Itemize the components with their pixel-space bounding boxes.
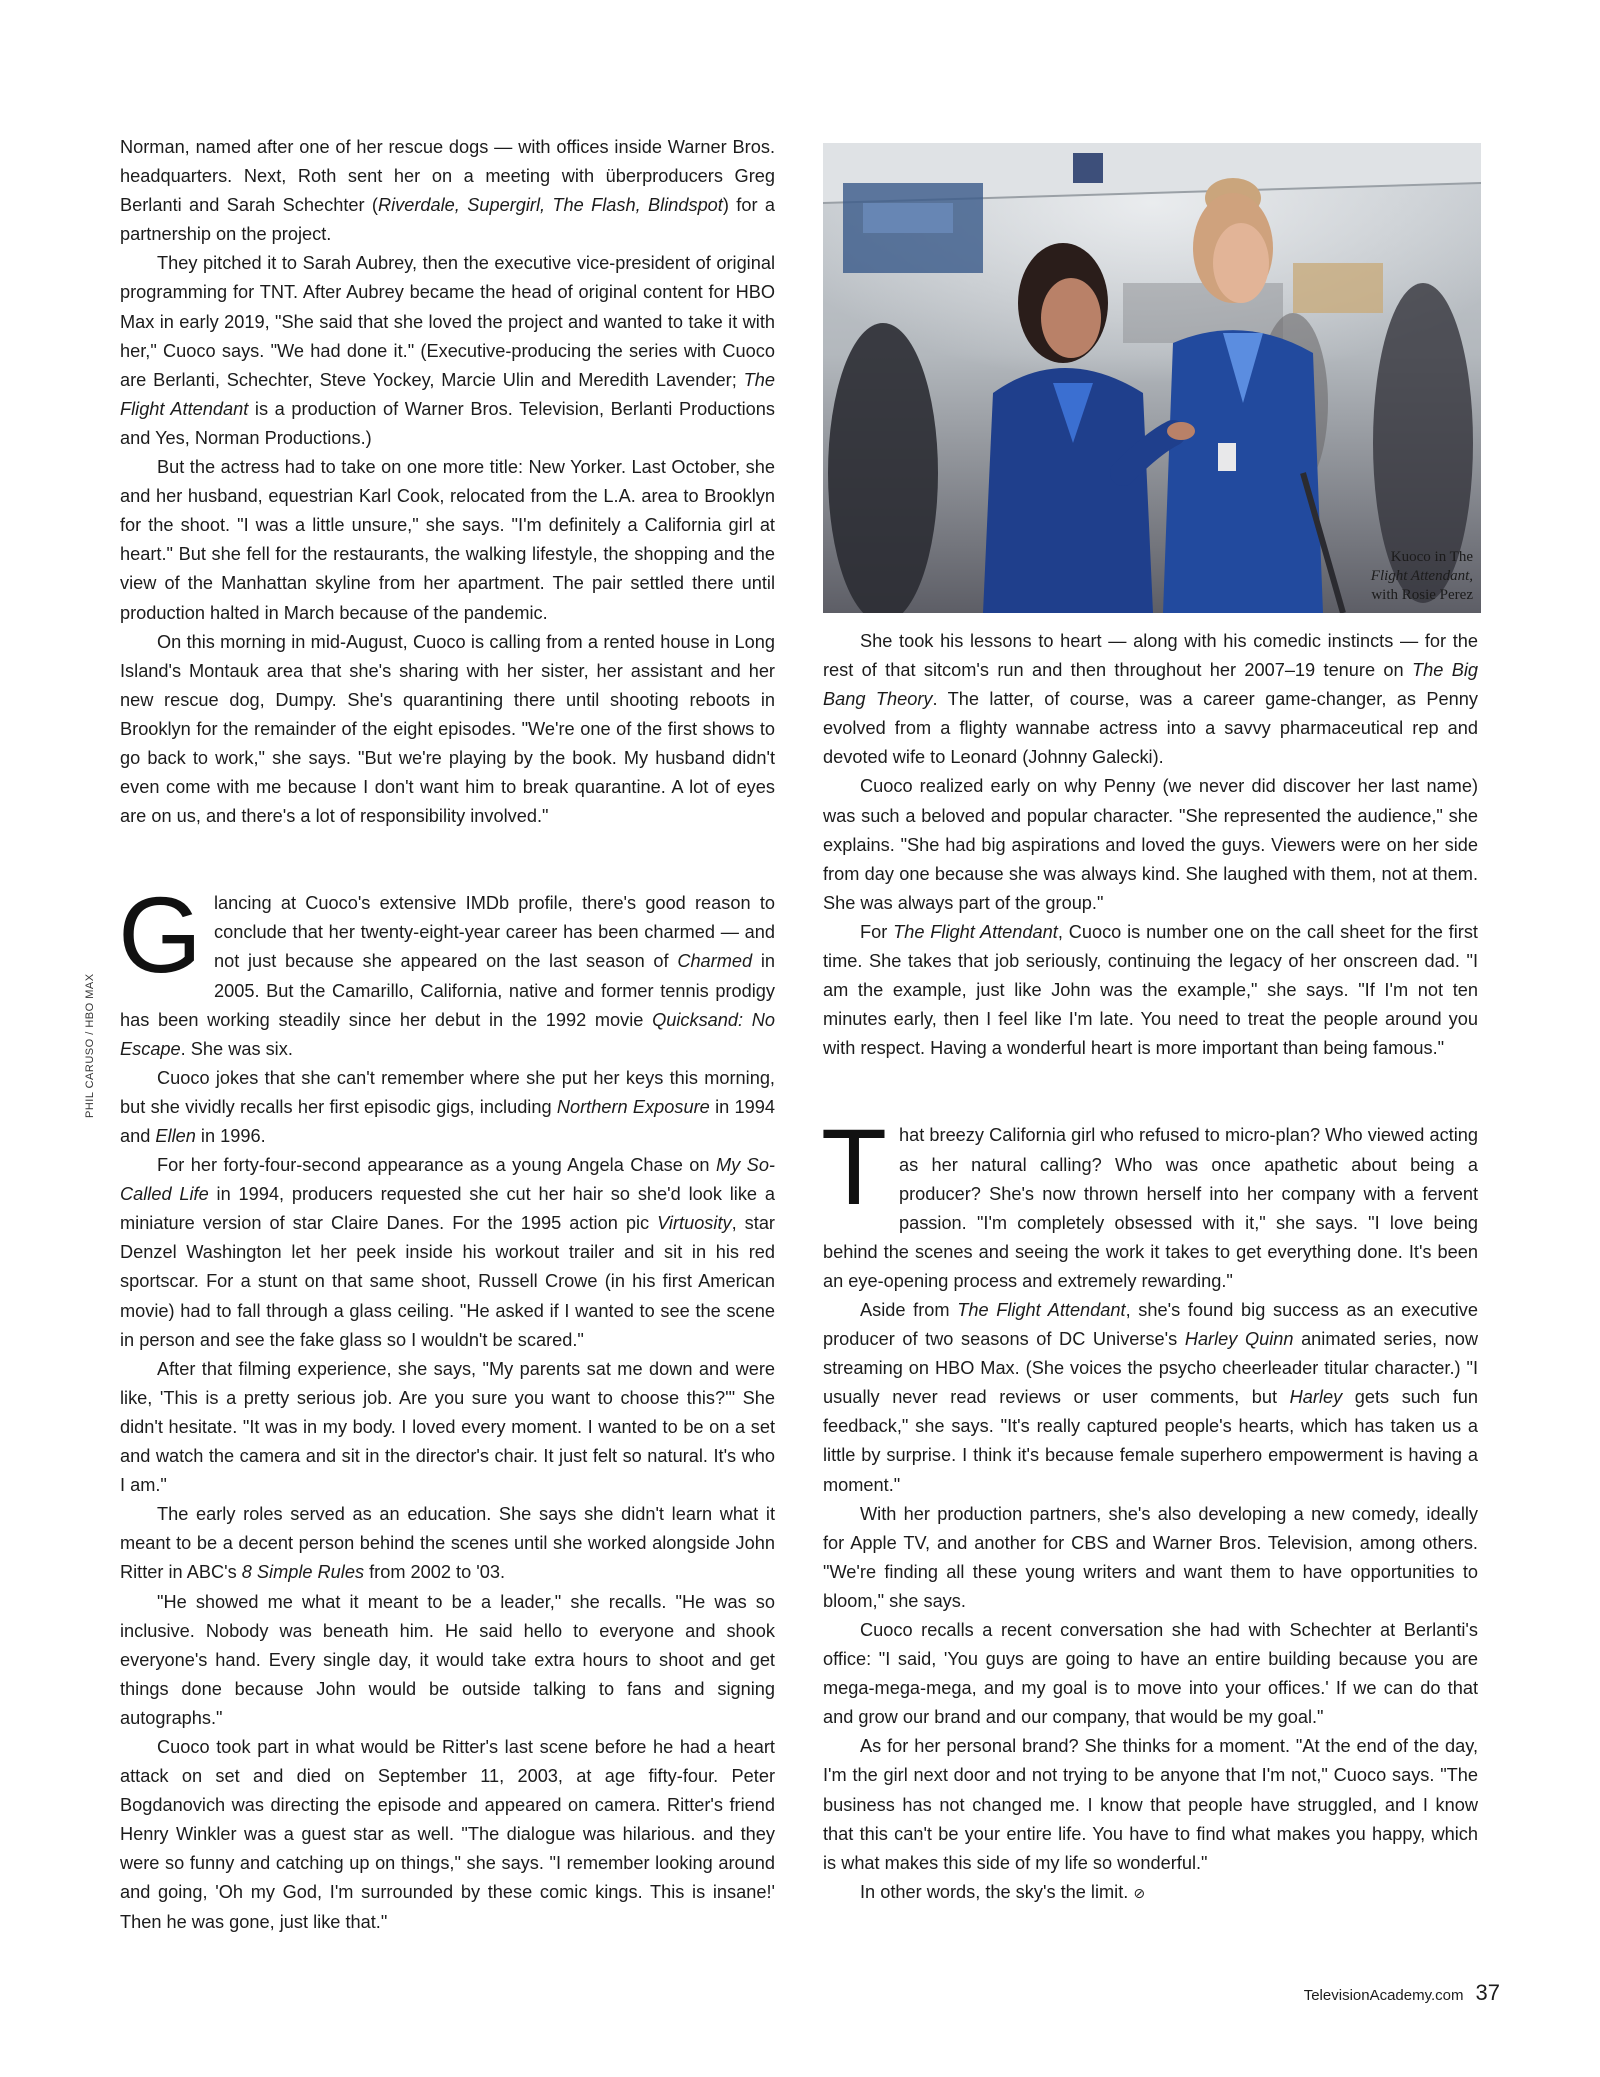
section-opening-paragraph: Glancing at Cuoco's extensive IMDb profile, there's good reason to conclude that her twenty-eight-year career has been charmed — and not just because she appeared on the last season of Charmed in 2005. But the Camarillo, California, native and former tennis prodigy has been working steadily since her debut in the 1992 movie Quicksand: No Escape. She was six.: [118, 874, 775, 1059]
paragraph: With her production partners, she's also developing a new comedy, ideally for Apple TV, and another for CBS and Warner Bros. Television, among others. "We're finding all these young writers and want them to have opportunities to bloom," she says.: [823, 1503, 1478, 1611]
paragraph: On this morning in mid-August, Cuoco is calling from a rented house in Long Island's Montauk area that she's sharing with her sister, her assistant and her new rescue dog, Dumpy. She's quarantining there until shooting reboots in Brooklyn for the remainder of the eight episodes. "We're one of the first shows to go back to work," she says. "But we're playing by the book. My husband didn't even come with me because I don't want him to break quarantine. A lot of eyes are on us, and there's a lot of responsibility involved.": [120, 631, 775, 827]
photo-credit: PHIL CARUSO / HBO MAX: [84, 973, 96, 1118]
article-photo: [823, 143, 1481, 613]
left-column: [120, 133, 775, 1937]
paragraph: They pitched it to Sarah Aubrey, then the executive vice-president of original programming for TNT. After Aubrey became the head of original content for HBO Max in early 2019, "She said that she loved the project and wanted to take it with her," Cuoco says. "We had done it." (Executive-producing the series with Cuoco are Berlanti, Schechter, Steve Yockey, Marcie Ulin and Meredith Lavender; The Flight Attendant is a production of Warner Bros. Television, Berlanti Productions and Yes, Norman Productions.): [120, 253, 775, 448]
photo-caption: [1371, 548, 1473, 605]
paragraph: In other words, the sky's the limit. ⊘: [860, 1881, 1146, 1902]
end-mark-icon: ⊘: [1133, 1884, 1146, 1901]
paragraph: Aside from The Flight Attendant, she's found big success as an executive producer of two seasons of DC Universe's Harley Quinn animated series, now streaming on HBO Max. (She voices the psycho cheerleader titular character.) "I usually never read reviews or user comments, but Harley gets such fun feedback," she says. "It's really captured people's hearts, which has taken us a little by surprise. I think it's because female superhero empowerment is having a moment.": [823, 1299, 1478, 1495]
footer-site: TelevisionAcademy.com: [1303, 1987, 1464, 2004]
paragraph: She took his lessons to heart — along with his comedic instincts — for the rest of that sitcom's run and then throughout her 2007–19 tenure on The Big Bang Theory. The latter, of course, was a career game-changer, as Penny evolved from a flighty wannabe actress into a savvy pharmaceutical rep and devoted wife to Leonard (Johnny Galecki).: [823, 631, 1478, 768]
right-column: [823, 627, 1478, 1908]
paragraph: After that filming experience, she says, "My parents sat me down and were like, 'This is a pretty serious job. Are you sure you want to choose this?'" She didn't hesitate. "It was in my body. I loved every moment. I wanted to be on a set and watch the camera and sit in the director's chair. It just felt so natural. It's who I am.": [120, 1358, 775, 1496]
drop-cap: G: [118, 874, 203, 996]
caption-line-2: Flight Attendant,: [1370, 568, 1473, 584]
caption-line-3: with Rosie Perez: [1371, 587, 1473, 603]
paragraph: For her forty-four-second appearance as a young Angela Chase on My So-Called Life in 1994, producers requested she cut her hair so she'd look like a miniature version of star Claire Danes. For the 1995 action pic Virtuosity, star Denzel Washington let her peek inside his workout trailer and sit in his red sportscar. For a stunt on that same shoot, Russell Crowe (in his first American movie) had to fall through a glass ceiling. "He asked if I wanted to see the scene in person and see the fake glass so I wouldn't be scared.": [120, 1155, 775, 1350]
caption-line-1: Kuoco in The: [1390, 549, 1473, 565]
paragraph: Cuoco took part in what would be Ritter's last scene before he had a heart attack on set and died on September 11, 2003, at age fifty-four. Peter Bogdanovich was directing the episode and appeared on camera. Ritter's friend Henry Winkler was a guest star as well. "The dialogue was hilarious. and they were so funny and catching up on things," she says. "I remember looking around and going, 'Oh my God, I'm surrounded by these comic kings. This is insane!' Then he was gone, just like that.": [120, 1736, 775, 1932]
page-footer: [1304, 1980, 1500, 2006]
paragraph: The early roles served as an education. She says she didn't learn what it meant to be a decent person behind the scenes until she worked alongside John Ritter in ABC's 8 Simple Rules from 2002 to '03.: [120, 1504, 775, 1583]
paragraph: But the actress had to take on one more title: New Yorker. Last October, she and her husband, equestrian Karl Cook, relocated from the L.A. area to Brooklyn for the shoot. "I was a little unsure," she says. "I'm definitely a California girl at heart." But she fell for the restaurants, the walking lifestyle, the shopping and the view of the Manhattan skyline from her apartment. The pair settled there until production halted in March because of the pandemic.: [120, 457, 775, 623]
paragraph: Cuoco jokes that she can't remember where she put her keys this morning, but she vividly recalls her first episodic gigs, including Northern Exposure in 1994 and Ellen in 1996.: [120, 1067, 775, 1146]
paragraph: Norman, named after one of her rescue dogs — with offices inside Warner Bros. headquarters. Next, Roth sent her on a meeting with überproducers Greg Berlanti and Sarah Schechter (Riverdale, Supergirl, The Flash, Blindspot) for a partnership on the project.: [120, 137, 775, 245]
drop-cap: T: [821, 1106, 887, 1228]
section-opening-paragraph: That breezy California girl who refused to micro-plan? Who viewed acting as her natural calling? Who was once apathetic about being a producer? She's now thrown herself into her company with a fervent passion. "I'm completely obsessed with it," she says. "I love being behind the scenes and seeing the work it takes to get everything done. It's been an eye-opening process and extremely rewarding.": [821, 1106, 1478, 1291]
page-number: 37: [1475, 1980, 1500, 2005]
paragraph: "He showed me what it meant to be a leader," she recalls. "He was so inclusive. Nobody was beneath him. He said hello to everyone and shook everyone's hand. Every single day, it would take extra hours to shoot and get things done because John would be outside talking to fans and signing autographs.": [120, 1591, 775, 1728]
paragraph: Cuoco realized early on why Penny (we never did discover her last name) was such a beloved and popular character. "She represented the audience," she explains. "She had big aspirations and loved the guys. Viewers were on her side from day one because she was always kind. She laughed with them, not at them. She was always part of the group.": [823, 776, 1478, 913]
airport-scene-image: [823, 143, 1481, 613]
paragraph: For The Flight Attendant, Cuoco is number one on the call sheet for the first time. She takes that job seriously, continuing the legacy of her onscreen dad. "I am the example, just like John was the example," she says. "If I'm not ten minutes early, then I feel like I'm late. You need to treat the people around you with respect. Having a wonderful heart is more important than being famous.": [823, 921, 1478, 1059]
paragraph: As for her personal brand? She thinks for a moment. "At the end of the day, I'm the girl next door and not trying to be anyone that I'm not," Cuoco says. "The business has not changed me. I know that people have struggled, and I know that this can't be your entire life. You have to find what makes you happy, which is what makes this side of my life so wonderful.": [823, 1736, 1478, 1873]
paragraph: Cuoco recalls a recent conversation she had with Schechter at Berlanti's office: "I said, 'You guys are going to have an entire building because you are mega-mega-mega, and my goal is to move into your offices.' If we can do that and grow our brand and our company, that would be my goal.": [823, 1620, 1478, 1728]
